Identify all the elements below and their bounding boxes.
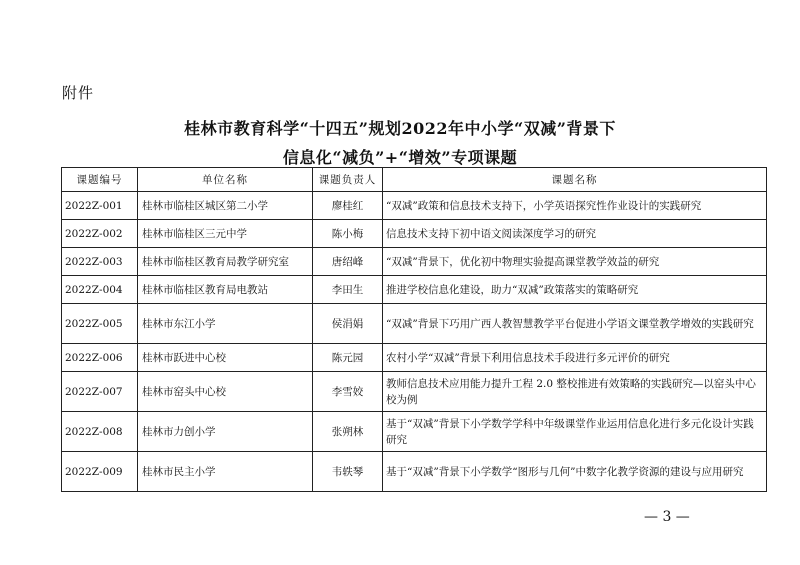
header-unit-name: 单位名称	[138, 168, 313, 192]
cell-project-title: 信息技术支持下初中语文阅读深度学习的研究	[383, 220, 767, 248]
cell-project-id: 2022Z-006	[62, 344, 138, 372]
cell-project-leader: 陈小梅	[313, 220, 383, 248]
cell-project-title: 教师信息技术应用能力提升工程 2.0 整校推进有效策略的实践研究—以窑头中心校为例	[383, 372, 767, 412]
table-row	[62, 372, 767, 412]
table-header-row	[62, 168, 767, 192]
cell-project-leader: 张朔林	[313, 412, 383, 452]
table-row	[62, 412, 767, 452]
cell-unit-name: 桂林市跃进中心校	[138, 344, 313, 372]
cell-unit-name: 桂林市临桂区三元中学	[138, 220, 313, 248]
cell-project-leader: 李田生	[313, 276, 383, 304]
table-row	[62, 276, 767, 304]
cell-unit-name: 桂林市东江小学	[138, 304, 313, 344]
header-project-title: 课题名称	[383, 168, 767, 192]
project-table	[61, 167, 767, 492]
cell-project-leader: 唐绍峰	[313, 248, 383, 276]
cell-project-title: “双减”背景下，优化初中物理实验提高课堂教学效益的研究	[383, 248, 767, 276]
cell-project-id: 2022Z-007	[62, 372, 138, 412]
attachment-label: 附件	[62, 84, 95, 102]
cell-project-leader: 韦轶琴	[313, 452, 383, 492]
table-row	[62, 192, 767, 220]
cell-project-leader: 陈元园	[313, 344, 383, 372]
cell-unit-name: 桂林市临桂区城区第二小学	[138, 192, 313, 220]
cell-unit-name: 桂林市力创小学	[138, 412, 313, 452]
cell-project-id: 2022Z-004	[62, 276, 138, 304]
document-title-line-1: 桂林市教育科学“十四五”规划2022年中小学“双减”背景下	[184, 119, 616, 138]
cell-unit-name: 桂林市窑头中心校	[138, 372, 313, 412]
cell-project-title: 推进学校信息化建设，助力“双减”政策落实的策略研究	[383, 276, 767, 304]
cell-project-title: “双减”政策和信息技术支持下，小学英语探究性作业设计的实践研究	[383, 192, 767, 220]
table-row	[62, 452, 767, 492]
cell-project-id: 2022Z-009	[62, 452, 138, 492]
header-project-id: 课题编号	[62, 168, 138, 192]
cell-project-id: 2022Z-001	[62, 192, 138, 220]
cell-project-leader: 廖桂红	[313, 192, 383, 220]
cell-unit-name: 桂林市临桂区教育局电教站	[138, 276, 313, 304]
table-row	[62, 344, 767, 372]
cell-unit-name: 桂林市临桂区教育局教学研究室	[138, 248, 313, 276]
cell-project-id: 2022Z-003	[62, 248, 138, 276]
page-number: — 3 —	[644, 509, 690, 525]
cell-project-leader: 李雪姣	[313, 372, 383, 412]
table-row	[62, 220, 767, 248]
document-title-line-2: 信息化“减负”+“增效”专项课题	[282, 148, 518, 167]
table-row	[62, 248, 767, 276]
cell-project-id: 2022Z-002	[62, 220, 138, 248]
cell-project-id: 2022Z-008	[62, 412, 138, 452]
cell-project-title: 基于“双减”背景下小学数学学科中年级课堂作业运用信息化进行多元化设计实践研究	[383, 412, 767, 452]
cell-project-title: 基于“双减”背景下小学数学“图形与几何”中数字化教学资源的建设与应用研究	[383, 452, 767, 492]
cell-project-title: “双减”背景下巧用广西人教智慧教学平台促进小学语文课堂教学增效的实践研究	[383, 304, 767, 344]
table-row	[62, 304, 767, 344]
cell-unit-name: 桂林市民主小学	[138, 452, 313, 492]
cell-project-leader: 侯涓娟	[313, 304, 383, 344]
cell-project-id: 2022Z-005	[62, 304, 138, 344]
header-project-leader: 课题负责人	[313, 168, 383, 192]
cell-project-title: 农村小学“双减”背景下利用信息技术手段进行多元评价的研究	[383, 344, 767, 372]
